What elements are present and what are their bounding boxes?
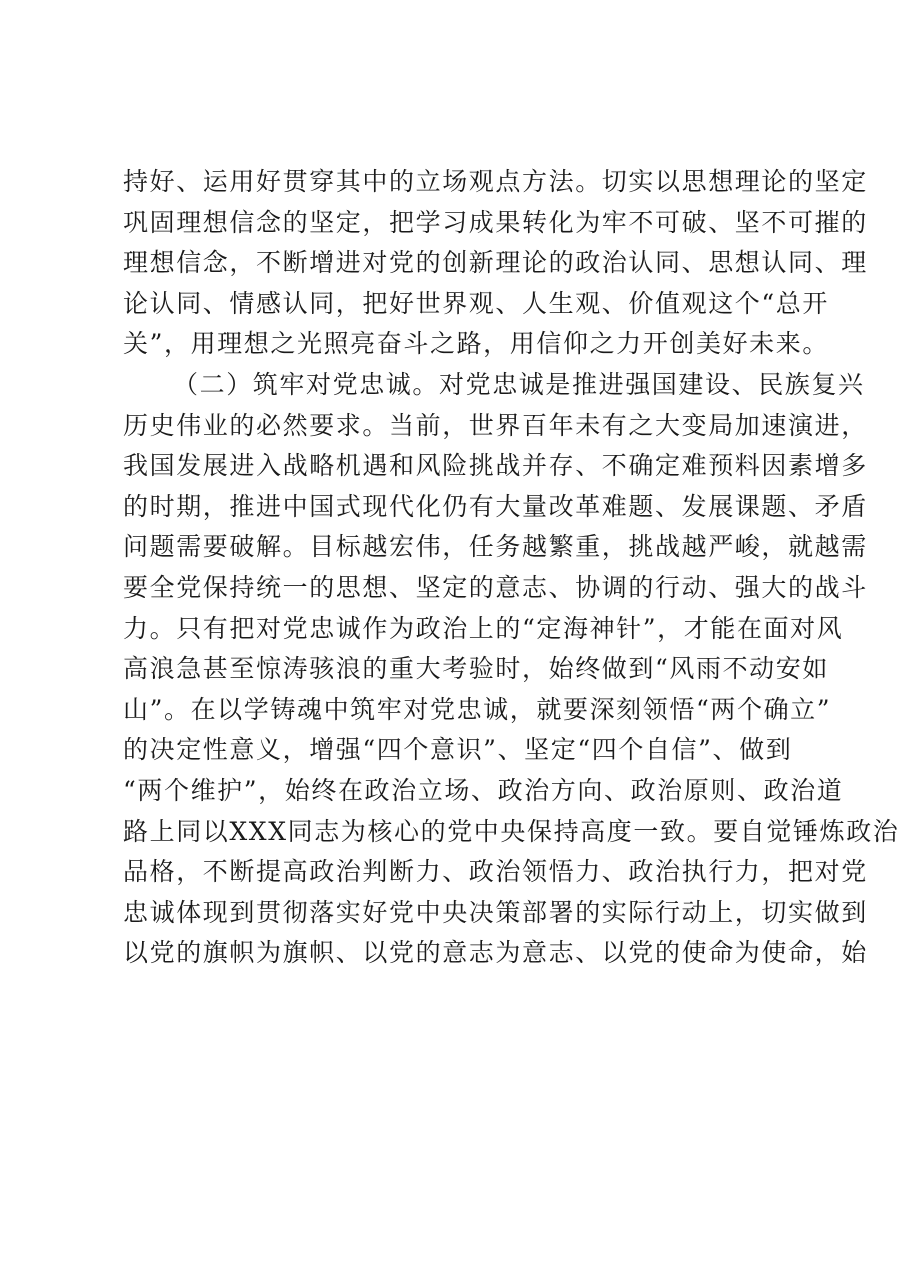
text-line: 理想信念，不断增进对党的创新理论的政治认同、思想认同、理 [123, 248, 868, 278]
body-text [123, 162, 900, 974]
section-heading-line: （二）筑牢对党忠诚。对党忠诚是推进强国建设、民族复兴 [173, 369, 865, 399]
text-line: 的决定性意义，增强“四个意识”、坚定“四个自信”、做到 [123, 735, 793, 765]
text-line: 的时期，推进中国式现代化仍有大量改革难题、发展课题、矛盾 [123, 491, 868, 521]
text-line: 我国发展进入战略机遇和风险挑战并存、不确定难预料因素增多 [123, 451, 868, 481]
text-line: 论认同、情感认同，把好世界观、人生观、价值观这个“总开 [123, 288, 829, 318]
text-line: 持好、运用好贯穿其中的立场观点方法。切实以思想理论的坚定 [123, 167, 868, 196]
text-line: 关”，用理想之光照亮奋斗之路，用信仰之力开创美好未来。 [123, 329, 829, 359]
text-line: 忠诚体现到贯彻落实好党中央决策部署的实际行动上，切实做到 [123, 897, 868, 927]
text-line: 力。只有把对党忠诚作为政治上的“定海神针”，才能在面对风 [123, 613, 844, 643]
text-line: 高浪急甚至惊涛骇浪的重大考验时，始终做到“风雨不动安如 [123, 654, 829, 684]
text-line: 要全党保持统一的思想、坚定的意志、协调的行动、强大的战斗 [123, 572, 868, 602]
text-line: 巩固理想信念的坚定，把学习成果转化为牢不可破、坚不可摧的 [123, 207, 868, 237]
text-line: 问题需要破解。目标越宏伟，任务越繁重，挑战越严峻，就越需 [123, 532, 868, 562]
text-line: 品格，不断提高政治判断力、政治领悟力、政治执行力，把对党 [123, 857, 868, 887]
text-line: 路上同以XXX同志为核心的党中央保持高度一致。要自觉锤炼政治 [123, 816, 900, 846]
text-line: 以党的旗帜为旗帜、以党的意志为意志、以党的使命为使命，始 [123, 938, 868, 968]
text-line: “两个维护”，始终在政治立场、政治方向、政治原则、政治道 [123, 775, 844, 805]
text-line: 山”。在以学铸魂中筑牢对党忠诚，就要深刻领悟“两个确立” [123, 694, 832, 724]
text-line: 历史伟业的必然要求。当前，世界百年未有之大变局加速演进， [123, 410, 868, 440]
